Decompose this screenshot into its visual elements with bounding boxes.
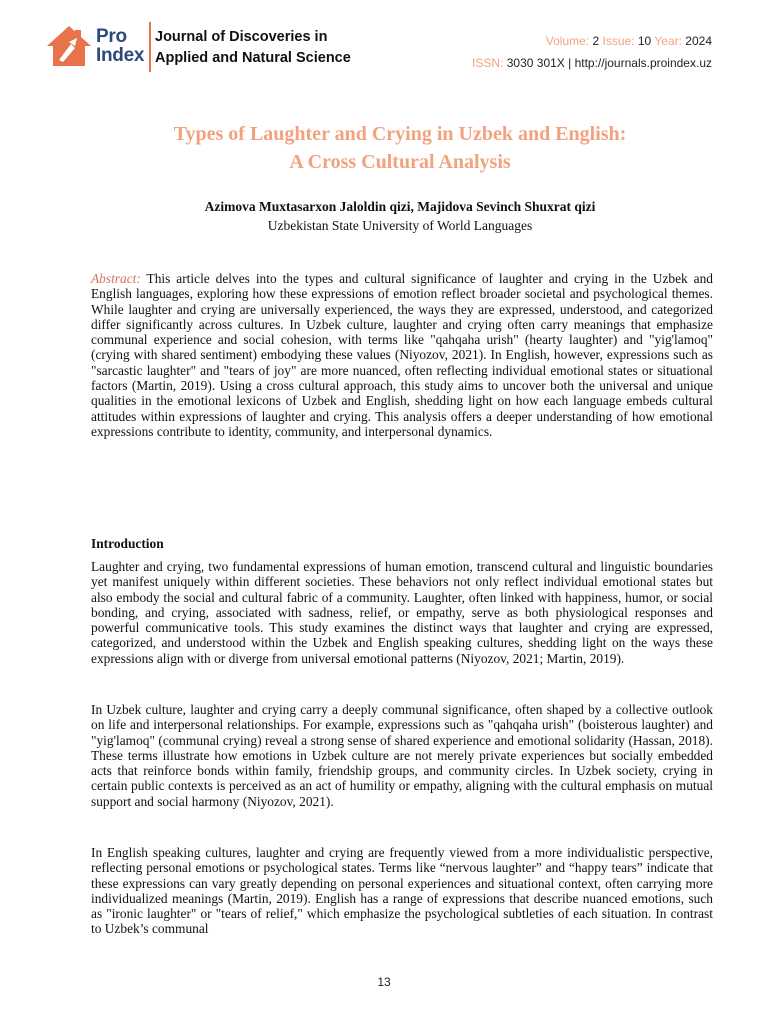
- affiliation: Uzbekistan State University of World Languages: [267, 218, 533, 233]
- body-paragraph-2: [91, 702, 713, 809]
- volume-issue-year: [472, 30, 712, 52]
- volume-label: Volume:: [545, 34, 590, 48]
- title-line2: A Cross Cultural Analysis: [289, 151, 511, 173]
- issn-value[interactable]: 3030 301X | http://journals.proindex.uz: [506, 56, 712, 70]
- body-paragraph-1: [91, 559, 713, 666]
- journal-name-line1: Journal of Discoveries in: [155, 29, 328, 45]
- year-value: 2024: [685, 34, 712, 48]
- issue-info: [472, 30, 712, 74]
- volume-value: 2: [592, 34, 600, 48]
- paragraph-text: In English speaking cultures, laughter and crying are frequently viewed from a more individualistic perspective, reflecting personal emotions or psychological states. Terms like “nervous laughter” and “happy tears” indicate that these expressions can vary greatly depending on personal experiences and situational context, often carrying more individualized meanings (Martin, 2019). English has a range of expressions that describe nuanced emotions, such as "ironic laughter" or "tears of relief," which emphasize the psychological subtleties of each situation. In contrast to Uzbek’s communal: [91, 845, 713, 937]
- logo-wordmark: [96, 27, 144, 65]
- house-logo-icon: [45, 24, 93, 68]
- issn-line: [472, 52, 712, 74]
- header-divider: [149, 22, 151, 72]
- abstract-text: This article delves into the types and cultural significance of laughter and crying in the Uzbek and English languages, exploring how these expressions of emotion reflect broader societal and psychological themes. While laughter and crying are universally experienced, the ways they are expressed, understood, and categorized differ significantly across cultures. In Uzbek culture, laughter and crying often carry meanings that emphasize communal experience and social cohesion, with terms like "qahqaha urish" (hearty laughter) and "yig'lamoq" (crying with shared sentiment) embodying these values (Niyozov, 2021). In English, however, expressions such as "sarcastic laughter" and "tears of joy" are more nuanced, often reflecting individual emotional states or situational factors (Martin, 2019). Using a cross cultural approach, this study aims to uncover both the universal and unique qualities in the emotional lexicons of Uzbek and English, shedding light on how each language embeds cultural attitudes within expressions of laughter and crying. This analysis offers a deeper understanding of how emotional expressions contribute to identity, community, and interpersonal dynamics.: [91, 271, 713, 439]
- issue-value: 10: [637, 34, 652, 48]
- article-title: [60, 120, 740, 176]
- body-paragraph-3: [91, 845, 713, 937]
- logo-text-index: Index: [96, 45, 145, 66]
- year-label: Year:: [654, 34, 682, 48]
- authors: Azimova Muxtasarxon Jaloldin qizi, Majidova Sevinch Shuxrat qizi: [204, 199, 596, 214]
- paragraph-text: In Uzbek culture, laughter and crying carry a deeply communal significance, often shaped by a collective outlook on life and interpersonal relationships. For example, expressions such as "qahqaha urish" (boisterous laughter) and "yig'lamoq" (communal crying) reveal a strong sense of shared experience and emotional solidarity (Hassan, 2018). These terms illustrate how emotions in Uzbek culture are not merely private experiences but socially embedded acts that reinforce bonds within family, friendship groups, and community circles. In Uzbek society, crying in certain public contexts is perceived as an act of humility or empathy, aligning with the cultural emphasis on mutual support and social harmony (Niyozov, 2021).: [91, 702, 713, 809]
- logo-text-pro: Pro: [96, 26, 127, 47]
- journal-name: [155, 27, 351, 69]
- issue-label: Issue:: [602, 34, 635, 48]
- paragraph-text: Laughter and crying, two fundamental expressions of human emotion, transcend cultural and linguistic boundaries yet manifest uniquely within different societies. These behaviors not only reflect individual emotional states but also embody the social and cultural fabric of a community. Laughter, often linked with happiness, humor, or social bonding, and crying, associated with sadness, relief, or empathy, serve as both physiological responses and powerful communicative tools. This study examines the distinct ways that laughter and crying are expressed, categorized, and understood within the Uzbek and English speaking cultures, shedding light on the ways these expressions align with or diverge from universal emotional patterns (Niyozov, 2021; Martin, 2019).: [91, 559, 713, 666]
- abstract-label: Abstract:: [91, 271, 141, 286]
- issn-label: ISSN:: [472, 56, 504, 70]
- introduction-heading: Introduction: [91, 536, 164, 551]
- journal-name-line2: Applied and Natural Science: [155, 50, 351, 66]
- page-number: 13: [377, 975, 391, 989]
- abstract: [91, 271, 713, 439]
- title-line1: Types of Laughter and Crying in Uzbek and English:: [173, 123, 627, 145]
